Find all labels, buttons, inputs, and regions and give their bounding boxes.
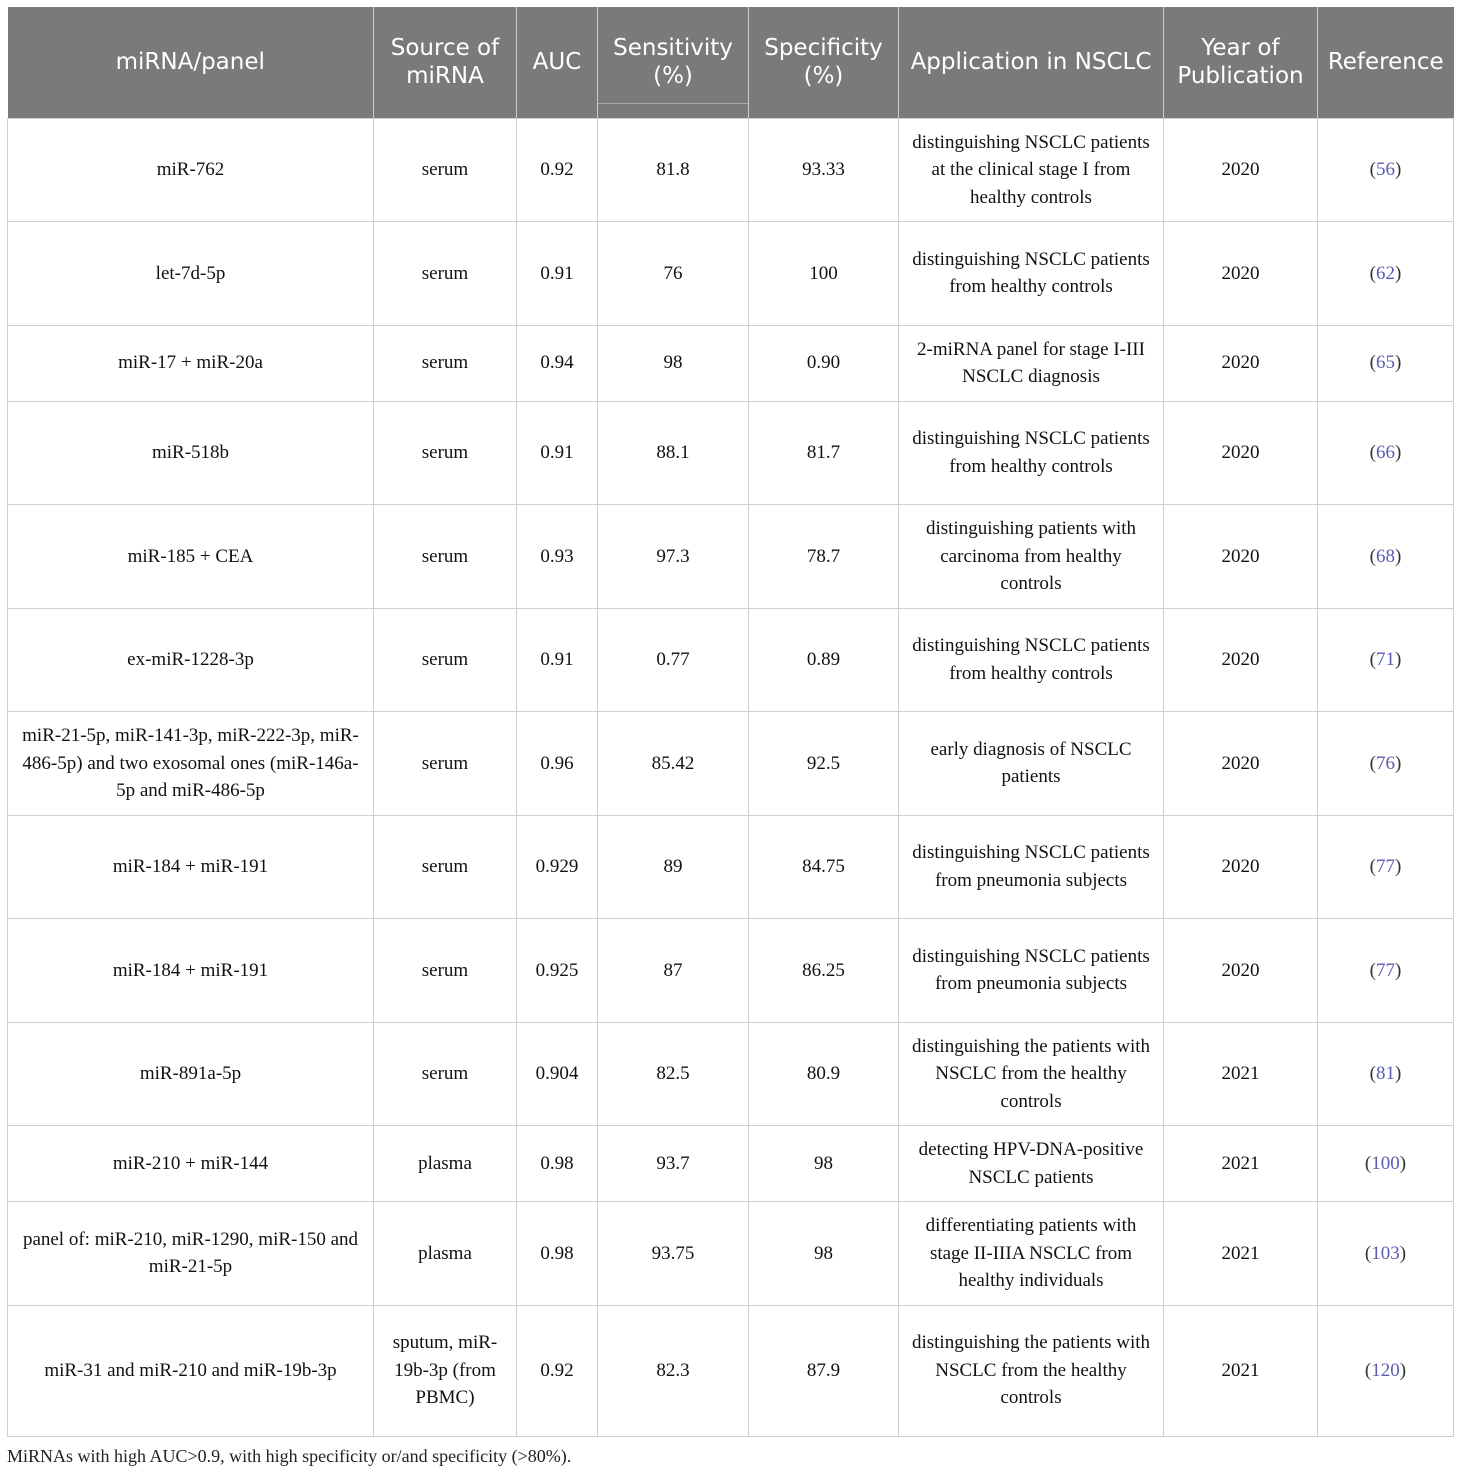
cell-year: 2021 — [1164, 1022, 1318, 1126]
cell-mirna: miR-184 + miR-191 — [8, 919, 374, 1023]
cell-mirna: panel of: miR-210, miR-1290, miR-150 and miR-21-5p — [8, 1202, 374, 1306]
cell-reference: (62) — [1318, 222, 1454, 326]
cell-auc: 0.96 — [517, 712, 598, 816]
cell-year: 2020 — [1164, 222, 1318, 326]
cell-sensitivity: 82.5 — [598, 1022, 749, 1126]
cell-mirna: miR-185 + CEA — [8, 505, 374, 609]
header-application: Application in NSCLC — [899, 7, 1164, 118]
cell-reference: (77) — [1318, 815, 1454, 919]
table-row — [8, 1202, 1454, 1306]
cell-mirna: miR-184 + miR-191 — [8, 815, 374, 919]
sensitivity-underline — [598, 103, 748, 104]
cell-mirna: miR-210 + miR-144 — [8, 1126, 374, 1202]
cell-mirna: miR-518b — [8, 401, 374, 505]
cell-mirna: miR-891a-5p — [8, 1022, 374, 1126]
reference-link[interactable]: 81 — [1376, 1063, 1395, 1084]
cell-application: distinguishing NSCLC patients from healthy controls — [899, 401, 1164, 505]
table-row — [8, 815, 1454, 919]
table-body — [8, 118, 1454, 1436]
cell-reference: (71) — [1318, 608, 1454, 712]
cell-year: 2020 — [1164, 118, 1318, 222]
cell-reference: (81) — [1318, 1022, 1454, 1126]
cell-mirna: let-7d-5p — [8, 222, 374, 326]
cell-auc: 0.929 — [517, 815, 598, 919]
reference-link[interactable]: 66 — [1376, 442, 1395, 463]
cell-source: sputum, miR-19b-3p (from PBMC) — [374, 1305, 517, 1436]
cell-auc: 0.93 — [517, 505, 598, 609]
cell-sensitivity: 98 — [598, 325, 749, 401]
cell-auc: 0.92 — [517, 1305, 598, 1436]
table-row — [8, 401, 1454, 505]
cell-application: distinguishing NSCLC patients at the clinical stage I from healthy controls — [899, 118, 1164, 222]
cell-source: serum — [374, 118, 517, 222]
cell-mirna: miR-762 — [8, 118, 374, 222]
table-row — [8, 1022, 1454, 1126]
cell-year: 2020 — [1164, 325, 1318, 401]
cell-specificity: 98 — [749, 1202, 899, 1306]
cell-reference: (77) — [1318, 919, 1454, 1023]
cell-sensitivity: 0.77 — [598, 608, 749, 712]
cell-specificity: 0.90 — [749, 325, 899, 401]
cell-application: distinguishing patients with carcinoma from healthy controls — [899, 505, 1164, 609]
cell-sensitivity: 97.3 — [598, 505, 749, 609]
cell-application: 2-miRNA panel for stage I-III NSCLC diagnosis — [899, 325, 1164, 401]
reference-link[interactable]: 62 — [1376, 262, 1395, 284]
reference-link[interactable]: 76 — [1376, 752, 1395, 774]
table-row — [8, 1126, 1454, 1202]
cell-specificity: 84.75 — [749, 815, 899, 919]
cell-application: distinguishing NSCLC patients from healthy controls — [899, 608, 1164, 712]
cell-auc: 0.925 — [517, 919, 598, 1023]
cell-auc: 0.98 — [517, 1202, 598, 1306]
cell-application: distinguishing NSCLC patients from healthy controls — [899, 222, 1164, 326]
cell-application: distinguishing the patients with NSCLC from the healthy controls — [899, 1305, 1164, 1436]
cell-auc: 0.92 — [517, 118, 598, 222]
reference-link[interactable]: 77 — [1376, 959, 1395, 981]
header-mirna: miRNA/panel — [8, 7, 374, 118]
cell-year: 2020 — [1164, 401, 1318, 505]
cell-mirna: miR-31 and miR-210 and miR-19b-3p — [8, 1305, 374, 1436]
cell-application: differentiating patients with stage II-IIIA NSCLC from healthy individuals — [899, 1202, 1164, 1306]
cell-specificity: 81.7 — [749, 401, 899, 505]
cell-source: plasma — [374, 1126, 517, 1202]
cell-reference: (100) — [1318, 1126, 1454, 1202]
reference-link[interactable]: 103 — [1371, 1242, 1400, 1264]
cell-mirna: ex-miR-1228-3p — [8, 608, 374, 712]
cell-source: serum — [374, 401, 517, 505]
cell-auc: 0.94 — [517, 325, 598, 401]
reference-link[interactable]: 68 — [1376, 545, 1395, 567]
cell-specificity: 80.9 — [749, 1022, 899, 1126]
cell-reference: (66) — [1318, 401, 1454, 505]
table-row — [8, 919, 1454, 1023]
cell-source: serum — [374, 325, 517, 401]
cell-specificity: 100 — [749, 222, 899, 326]
cell-auc: 0.91 — [517, 222, 598, 326]
table-row — [8, 118, 1454, 222]
cell-sensitivity: 82.3 — [598, 1305, 749, 1436]
table-row — [8, 1305, 1454, 1436]
header-specificity: Specificity (%) — [749, 7, 899, 118]
reference-link[interactable]: 56 — [1376, 159, 1395, 180]
cell-sensitivity: 81.8 — [598, 118, 749, 222]
cell-source: serum — [374, 919, 517, 1023]
cell-source: serum — [374, 222, 517, 326]
cell-source: plasma — [374, 1202, 517, 1306]
cell-mirna: miR-17 + miR-20a — [8, 325, 374, 401]
cell-reference: (56) — [1318, 118, 1454, 222]
cell-auc: 0.98 — [517, 1126, 598, 1202]
cell-sensitivity: 88.1 — [598, 401, 749, 505]
cell-year: 2020 — [1164, 815, 1318, 919]
cell-reference: (120) — [1318, 1305, 1454, 1436]
mirna-table — [7, 7, 1454, 1437]
cell-sensitivity: 87 — [598, 919, 749, 1023]
cell-sensitivity: 93.75 — [598, 1202, 749, 1306]
cell-specificity: 78.7 — [749, 505, 899, 609]
cell-reference: (76) — [1318, 712, 1454, 816]
cell-specificity: 98 — [749, 1126, 899, 1202]
header-sensitivity-label: Sensitivity (%) — [613, 35, 733, 90]
cell-year: 2020 — [1164, 919, 1318, 1023]
cell-year: 2020 — [1164, 712, 1318, 816]
table-row — [8, 608, 1454, 712]
cell-application: detecting HPV-DNA-positive NSCLC patients — [899, 1126, 1164, 1202]
cell-auc: 0.904 — [517, 1022, 598, 1126]
cell-source: serum — [374, 1022, 517, 1126]
cell-year: 2021 — [1164, 1126, 1318, 1202]
cell-source: serum — [374, 608, 517, 712]
cell-reference: (68) — [1318, 505, 1454, 609]
reference-link[interactable]: 100 — [1371, 1152, 1400, 1174]
cell-specificity: 92.5 — [749, 712, 899, 816]
cell-source: serum — [374, 505, 517, 609]
cell-specificity: 0.89 — [749, 608, 899, 712]
header-row — [8, 7, 1454, 118]
cell-source: serum — [374, 712, 517, 816]
table-row — [8, 505, 1454, 609]
cell-auc: 0.91 — [517, 401, 598, 505]
reference-link[interactable]: 65 — [1376, 352, 1395, 374]
cell-year: 2020 — [1164, 505, 1318, 609]
cell-application: distinguishing the patients with NSCLC from the healthy controls — [899, 1022, 1164, 1126]
cell-specificity: 93.33 — [749, 118, 899, 222]
cell-year: 2021 — [1164, 1202, 1318, 1306]
header-source: Source of miRNA — [374, 7, 517, 118]
cell-reference: (65) — [1318, 325, 1454, 401]
cell-sensitivity: 85.42 — [598, 712, 749, 816]
cell-year: 2020 — [1164, 608, 1318, 712]
header-auc: AUC — [517, 7, 598, 118]
table-row — [8, 712, 1454, 816]
reference-link[interactable]: 77 — [1376, 856, 1395, 877]
table-row — [8, 222, 1454, 326]
reference-link[interactable]: 120 — [1371, 1359, 1400, 1381]
cell-mirna: miR-21-5p, miR-141-3p, miR-222-3p, miR-486-5p) and two exosomal ones (miR-146a-5p and miR-486-5p — [8, 712, 374, 816]
table-footnote: MiRNAs with high AUC>0.9, with high specificity or/and specificity (>80%). — [7, 1446, 572, 1466]
cell-auc: 0.91 — [517, 608, 598, 712]
cell-sensitivity: 76 — [598, 222, 749, 326]
cell-source: serum — [374, 815, 517, 919]
header-reference: Reference — [1318, 7, 1454, 118]
cell-sensitivity: 89 — [598, 815, 749, 919]
header-year: Year of Publication — [1164, 7, 1318, 118]
cell-application: distinguishing NSCLC patients from pneumonia subjects — [899, 919, 1164, 1023]
header-sensitivity — [598, 7, 749, 118]
table-row — [8, 325, 1454, 401]
cell-specificity: 86.25 — [749, 919, 899, 1023]
cell-application: distinguishing NSCLC patients from pneumonia subjects — [899, 815, 1164, 919]
reference-link[interactable]: 71 — [1376, 649, 1395, 670]
cell-application: early diagnosis of NSCLC patients — [899, 712, 1164, 816]
cell-year: 2021 — [1164, 1305, 1318, 1436]
cell-specificity: 87.9 — [749, 1305, 899, 1436]
cell-reference: (103) — [1318, 1202, 1454, 1306]
cell-sensitivity: 93.7 — [598, 1126, 749, 1202]
